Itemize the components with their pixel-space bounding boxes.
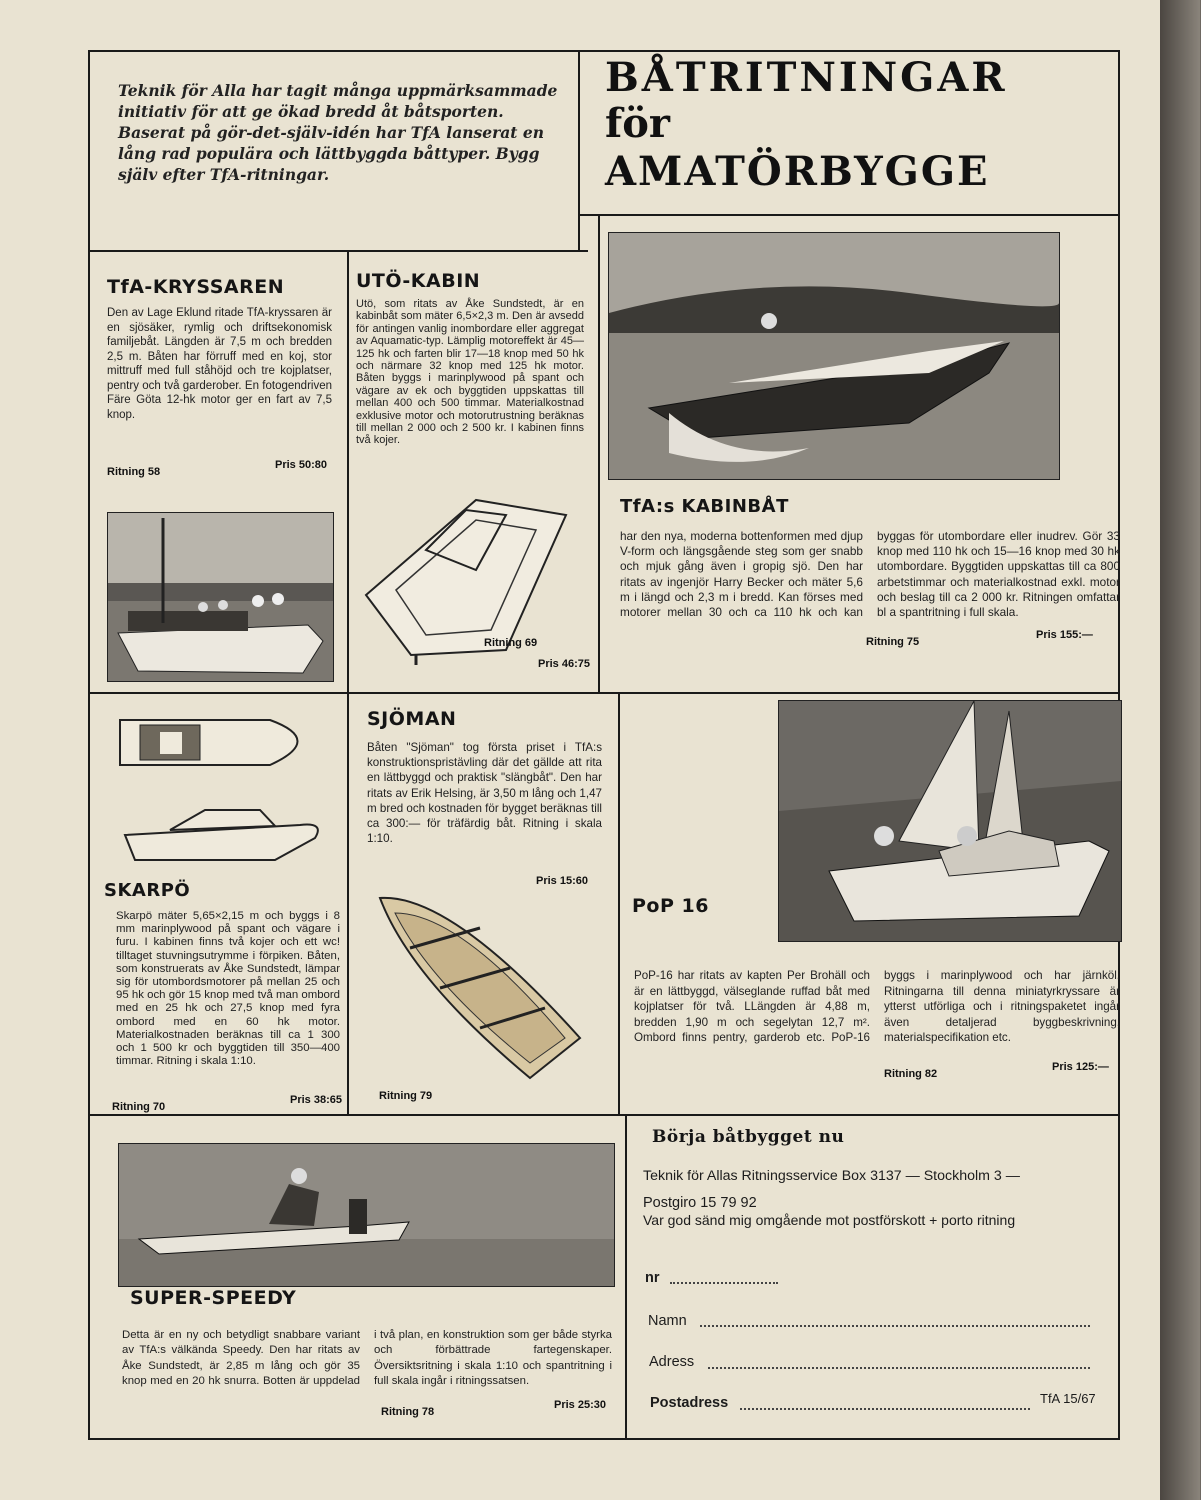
row2-bottom-rule bbox=[88, 1114, 1120, 1116]
kabin-body: Utö, som ritats av Åke Sundstedt, är en kabinbåt som mäter 6,5×2,3 m. Den är avsedd för antingen vanlig inombordare eller aggregat av Aquamatic-typ. Lämplig motoreffekt är 45—125 hk och farten blir 17—18 knop med 50 hk och närmare 32 knop med 125 hk motor. Båten byggs i marinplywood på spant och vägare av ek och byggtiden uppskattas till mellan 400 och 500 timmar. Materialkostnad exklusive motor och motorutrustning beräknas till mellan 2 000 och 2 500 kr. I kabinen finns två kojer. bbox=[356, 298, 584, 447]
header-divider bbox=[578, 50, 580, 250]
kabinbat-pris: Pris 155:— bbox=[1036, 629, 1093, 641]
order-namn-field[interactable] bbox=[700, 1325, 1090, 1327]
pop-photo bbox=[778, 700, 1122, 942]
skarpo-body: Skarpö mäter 5,65×2,15 m och byggs i 8 mm marinplywood på spant och vägare i furu. I kabinen finns två kojer och ett wc! tilltaget stuvningsutrymme i förpiken. Båten, som konstruerats av Åke Sundstedt, lämpar sig för utombordsmotorer på mellan 25 och 95 hk och gör 15 knop med två man ombord med en 25 hk och 27,5 knop med fyra ombord med en 60 hk motor. Materialkostnaden beräknas till ca 1 300 och 1 500 kr och byggtiden till 350—400 timmar. Ritning i skala 1:10. bbox=[116, 910, 340, 1068]
kryssaren-pris: Pris 50:80 bbox=[275, 459, 327, 471]
order-adress-label: Adress bbox=[649, 1354, 695, 1370]
row1-divider-b bbox=[598, 214, 600, 692]
speedy-body: Detta är en ny och betydligt snabbare variant av TfA:s välkända Speedy. Den har ritats av Åke Sundstedt, är 2,85 m lång och gör 35 knop med en 20 hk snurra. Botten är uppdelad i två plan, en konstruktion som ger både styrka och förbättrade fartegenskaper. Översiktsritning i skala 1:10 och spantritning i full skala ingår i ritningssatsen. bbox=[122, 1329, 612, 1388]
sjoman-rowboat-sketch bbox=[370, 888, 605, 1088]
kryssaren-boat-image bbox=[108, 513, 333, 681]
headline-line-3: AMATÖRBYGGE bbox=[605, 148, 990, 195]
pop-ritning: Ritning 82 bbox=[884, 1068, 938, 1080]
kryssaren-photo bbox=[107, 512, 334, 682]
skarpo-ritning: Ritning 70 bbox=[112, 1101, 166, 1113]
pop-body: PoP-16 har ritats av kapten Per Brohäll och är en lättbyggd, välseglande ruffad båt med kojplatser för två. LLängden är 4,88 m, bredden 1,90 m och segelytan 12,7 m². Ombord finns pentry, garderob etc. PoP-16 byggs i marinplywood och har järnköl. Ritningarna till denna miniatyrkryssare är ytterst utförliga och i ritningspaketet ingår även detaljerad byggbeskrivning, materialspecifikation etc. bbox=[634, 969, 1120, 1045]
order-postadress-label: Postadress bbox=[650, 1395, 729, 1411]
order-title: Börja båtbygget nu bbox=[652, 1127, 845, 1147]
order-nr-field[interactable] bbox=[670, 1282, 778, 1284]
issue-number: TfA 15/67 bbox=[1040, 1391, 1096, 1406]
row3-divider bbox=[625, 1114, 627, 1440]
sjoman-body: Båten "Sjöman" tog första priset i TfA:s konstruktionspristävling där det gällde att rita en lättbyggd och praktisk "slängbåt". Den har ritats av Erik Helsing, är 3,50 m lång och 1,47 m bred och kostnaden för bygget beräknas till ca 300:— för träfärdig båt. Ritning i skala 1:10. bbox=[367, 741, 602, 846]
kabin-pris: Pris 46:75 bbox=[538, 658, 590, 670]
sjoman-title: SJÖMAN bbox=[367, 708, 457, 730]
speedy-ritning: Ritning 78 bbox=[381, 1406, 435, 1418]
row1-top-rule bbox=[88, 250, 588, 252]
headline-line-2: för bbox=[605, 100, 670, 147]
skarpo-pris: Pris 38:65 bbox=[290, 1094, 342, 1106]
kryssaren-title: TfA-KRYSSAREN bbox=[107, 276, 285, 298]
kabin-title: UTÖ-KABIN bbox=[356, 270, 481, 292]
kabin-drawing bbox=[356, 480, 576, 670]
kabinbat-title: TfA:s KABINBÅT bbox=[620, 496, 789, 517]
pop-pris: Pris 125:— bbox=[1052, 1061, 1109, 1073]
order-namn-label: Namn bbox=[648, 1313, 687, 1329]
order-address-line: Teknik för Allas Ritningsservice Box 3137 — Stockholm 3 — bbox=[643, 1168, 1020, 1184]
skarpo-title: SKARPÖ bbox=[104, 880, 191, 901]
headline bbox=[605, 55, 1035, 197]
order-postgiro: Postgiro 15 79 92 bbox=[643, 1195, 757, 1211]
sjoman-pris: Pris 15:60 bbox=[536, 875, 588, 887]
row1-divider-a bbox=[347, 250, 349, 692]
pop-sailboat-image bbox=[779, 701, 1121, 941]
pop-title: PoP 16 bbox=[632, 895, 709, 917]
order-adress-field[interactable] bbox=[708, 1367, 1090, 1369]
header-bottom-rule bbox=[578, 214, 1120, 216]
speedy-speedboat-image bbox=[119, 1144, 614, 1286]
speedy-pris: Pris 25:30 bbox=[554, 1399, 606, 1411]
order-request: Var god sänd mig omgående mot postförskott + porto ritning bbox=[643, 1212, 1016, 1228]
kabinbat-body: har den nya, moderna bottenformen med djup V-form och längsgående steg som ger snabb och mjuk gång även i gropig sjö. Den har ritats av ingenjör Harry Becker och mäter 5,6 m i längd och 2,3 m i bredd. Kan förses med motorer mellan 30 och ca 110 hk och kan byggas för utombordare eller inudrev. Gör 33 knop med 110 hk och 15—16 knop med 30 hk utombordare. Byggtiden uppskattas till ca 800 arbetstimmar och materialkostnad exkl. motor och beslag till ca 2 000 kr. Ritningen omfattar bl a spantritning i full skala. bbox=[620, 529, 1120, 620]
row2-divider-b bbox=[618, 692, 620, 1114]
row1-bottom-rule bbox=[88, 692, 1120, 694]
skarpo-drawing bbox=[110, 710, 335, 870]
order-nr-label: nr bbox=[645, 1270, 660, 1286]
speedy-photo bbox=[118, 1143, 615, 1287]
kabin-boat-sketch bbox=[356, 480, 576, 670]
kryssaren-body: Den av Lage Eklund ritade TfA-kryssaren är en sjösäker, rymlig och driftsekonomisk familjebåt. Längden är 7,5 m och bredden 2,5 m. Båten har förruff med en koj, stor mittruff med full ståhöjd och tre kojplatser, pentry och två garderober. En fotogendriven Färe Göta 12-hk motor ger en fart av 7,5 knop. bbox=[107, 307, 332, 421]
sjoman-drawing bbox=[370, 888, 605, 1088]
kryssaren-ritning: Ritning 58 bbox=[107, 466, 161, 478]
kabinbat-photo bbox=[608, 232, 1060, 480]
kabin-ritning: Ritning 69 bbox=[484, 637, 538, 649]
skarpo-plan-and-profile bbox=[110, 710, 335, 870]
kabinbat-ritning: Ritning 75 bbox=[866, 636, 920, 648]
sjoman-ritning: Ritning 79 bbox=[379, 1090, 433, 1102]
row2-divider-a bbox=[347, 692, 349, 1114]
kabinbat-speedboat-image bbox=[609, 233, 1059, 479]
order-postadress-field[interactable] bbox=[740, 1408, 1030, 1410]
headline-line-1: BÅTRITNINGAR bbox=[605, 54, 1008, 101]
speedy-title: SUPER-SPEEDY bbox=[130, 1287, 297, 1309]
intro-text: Teknik för Alla har tagit många uppmärksammade initiativ för att ge ökad bredd åt båtsporten. Baserat på gör-det-själv-idén har TfA lanserat en lång rad populära och lättbyggda båttyper. Bygg själv efter TfA-ritningar. bbox=[118, 81, 558, 184]
